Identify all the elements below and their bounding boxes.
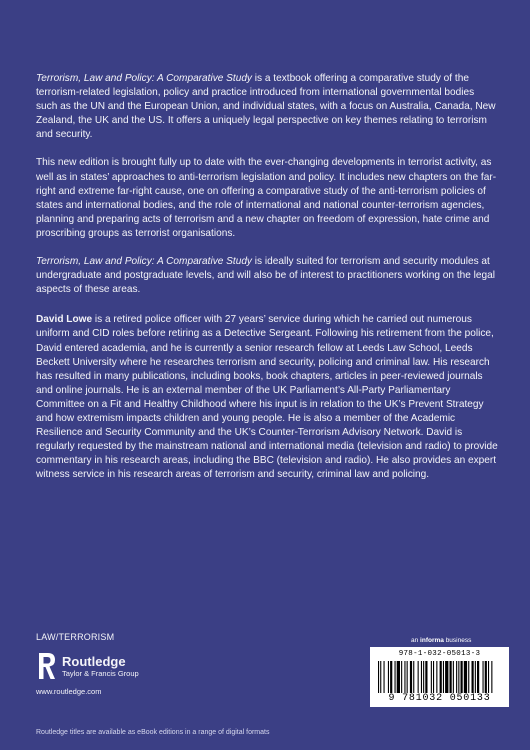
isbn-label: 978-1-032-05013-3 (398, 650, 481, 658)
blurb (36, 72, 498, 496)
barcode-bar (423, 661, 424, 693)
barcode-bar (404, 661, 405, 693)
barcode-bar (395, 661, 396, 693)
barcode-bar (453, 661, 454, 693)
barcode-bar (475, 661, 476, 693)
barcode-digits: 9 781032 050133 (388, 693, 491, 704)
barcode-bar (456, 661, 457, 693)
business-suffix: business (443, 637, 472, 644)
description-paragraph-3 (36, 255, 498, 297)
description-paragraph-2: This new edition is brought fully up to date with the ever-changing developments in terrorist activity, as well as in states’ approaches to anti-terrorism legislation and policy. It includes new chapters on the far-right and extreme far-right cause, one on offering a comparative study of the anti-terrorism policies of states and international bodies, and the role of international and national counter-terrorism agencies, planning and preparing acts of terrorism and a new chapter on freedom of expression, hate crime and proscribing groups as terrorist organisations. (36, 157, 497, 239)
barcode-bar (468, 661, 469, 693)
routledge-logo-icon (36, 651, 58, 681)
barcode-bar (488, 661, 489, 693)
barcode-bar (418, 661, 419, 693)
barcode-bar (384, 661, 385, 693)
barcode-bar (413, 661, 414, 693)
barcode-bar (477, 661, 479, 693)
barcode-panel (370, 647, 509, 707)
barcode-bar (397, 661, 400, 693)
barcode-bar (425, 661, 427, 693)
publisher-block (36, 651, 139, 681)
barcode-bar (401, 661, 402, 693)
publisher-website: www.routledge.com (36, 687, 102, 696)
barcode-bar (443, 661, 444, 693)
barcode-graphic (376, 661, 503, 693)
barcode-bar (388, 661, 389, 693)
barcode-bar (380, 661, 381, 693)
barcode-bar (450, 661, 452, 693)
barcode-bar (485, 661, 487, 693)
description-paragraph-1 (36, 72, 498, 142)
barcode-bar (433, 661, 434, 693)
business-brand: informa (420, 637, 444, 644)
barcode-bar (440, 661, 442, 693)
author-bio (36, 313, 498, 482)
book-title: Terrorism, Law and Policy: A Comparative Study (36, 256, 252, 268)
barcode-bar (472, 661, 474, 693)
book-title: Terrorism, Law and Policy: A Comparative Study (36, 73, 252, 84)
barcode-bar (378, 661, 379, 693)
barcode-bar (483, 661, 484, 693)
business-prefix: an (411, 637, 421, 644)
barcode-bar (436, 661, 437, 693)
barcode-bar (491, 661, 492, 693)
barcode-bar (458, 661, 459, 693)
barcode-bar (431, 661, 432, 693)
subject-category: LAW/TERRORISM (36, 632, 115, 642)
description-text: is a textbook offering a comparative study of the terrorism-related legislation, policy and practice introduced from international governmental bodies such as the UN and the European Union, and individual states, with a focus on Australia, Canada, New Zealand, the UK and the US. It offers a uniquely legal perspective on key themes relating to terrorism and security. (36, 73, 496, 141)
ebook-note: Routledge titles are available as eBook editions in a range of digital formats (36, 729, 270, 736)
barcode-bar (421, 661, 422, 693)
description-text: is ideally suited for terrorism and security modules at undergraduate and postgraduate levels, and will also be of interest to practitioners working on the legal aspects of these areas. (36, 256, 495, 296)
author-name: David Lowe (36, 314, 93, 326)
barcode-bar (461, 661, 463, 693)
publisher-group: Taylor & Francis Group (62, 668, 139, 678)
barcode-bar (445, 661, 448, 693)
barcode-bar (407, 661, 408, 693)
informa-business-tag (411, 637, 471, 644)
barcode-bar (390, 661, 392, 693)
barcode-bar (464, 661, 467, 693)
barcode-bar (410, 661, 412, 693)
publisher-name: Routledge (62, 653, 126, 669)
publisher-wordmark (62, 654, 139, 679)
author-bio-text: is a retired police officer with 27 years’ service during which he carried out numerous uniform and CID roles before retiring as a Detective Sergeant. Following his retirement from the police, David entered academia, and he is currently a senior research fellow at Leeds Law School, Leeds Beckett University where he researches terrorism and security, policing and criminal law. His research has resulted in many publications, including books, book chapters, articles in peer-reviewed journals and online journals. He is an external member of the UK Parliament’s All-Party Parliamentary Committee on a Fit and Healthy Childhood where his input is in relation to the UK’s Prevent Strategy and how extremism impacts children and young people. He is also a member of the Academic Resilience and Security Community and the UK’s Counter-Terrorism Advisory Network. David is regularly requested by the mainstream national and international media (television and radio) to provide commentary in his research areas, including the BBC (television and radio). He also provides an expert witness service in his research areas of terrorism and security, criminal law and policing. (36, 314, 498, 481)
